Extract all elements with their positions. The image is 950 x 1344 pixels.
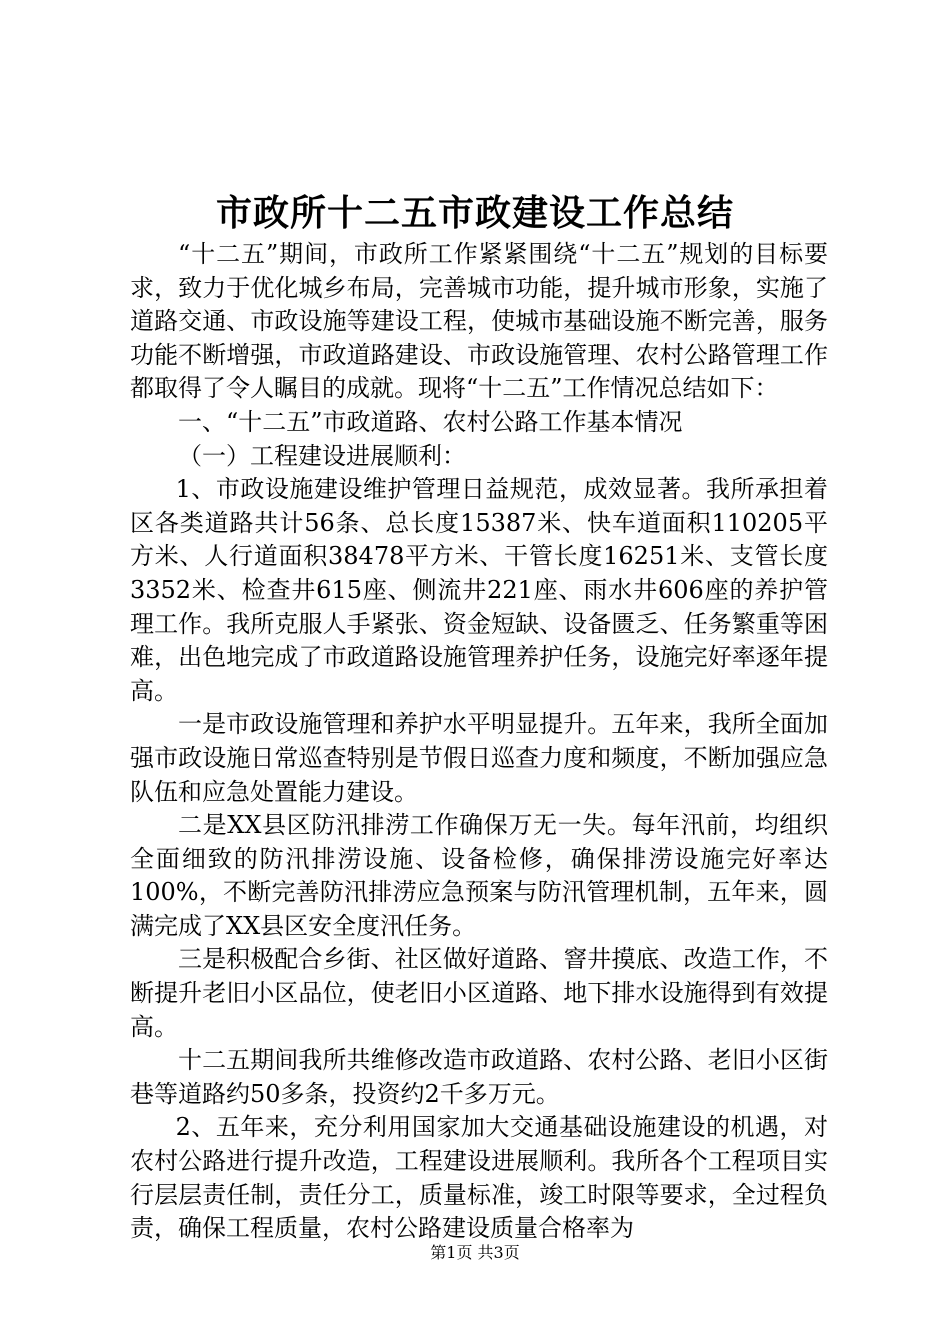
paragraph-point-1: 一是市政设施管理和养护水平明显提升。五年来，我所全面加强市政设施日常巡查特别是节假日巡查力度和频度，不断加强应急队伍和应急处置能力建设。: [130, 710, 828, 806]
page-footer: 第1页 共3页: [430, 1243, 520, 1262]
document-body: [130, 238, 828, 1246]
paragraph-item-2: 2、五年来，充分利用国家加大交通基础设施建设的机遇，对农村公路进行提升改造，工程建设进展顺利。我所各个工程项目实行层层责任制，责任分工，质量标准，竣工时限等要求，全过程负责，确保工程质量，农村公路建设质量合格率为: [130, 1113, 828, 1243]
document-title: 市政所十二五市政建设工作总结: [215, 192, 734, 234]
paragraph-summary: 十二五期间我所共维修改造市政道路、农村公路、老旧小区街巷等道路约50多条，投资约2千多万元。: [130, 1046, 828, 1108]
paragraph-point-3: 三是积极配合乡街、社区做好道路、窨井摸底、改造工作，不断提升老旧小区品位，使老旧小区道路、地下排水设施得到有效提高。: [130, 945, 828, 1041]
section-heading-1: 一、“十二五”市政道路、农村公路工作基本情况: [178, 407, 683, 436]
paragraph-intro: “十二五”期间，市政所工作紧紧围绕“十二五”规划的目标要求，致力于优化城乡布局，完善城市功能，提升城市形象，实施了道路交通、市政设施等建设工程，使城市基础设施不断完善，服务功能不断增强，市政道路建设、市政设施管理、农村公路管理工作都取得了令人瞩目的成就。现将“十二五”工作情况总结如下：: [130, 240, 828, 403]
subsection-heading-1: （一）工程建设进展顺利：: [178, 441, 466, 470]
paragraph-point-2: 二是XX县区防汛排涝工作确保万无一失。每年汛前，均组织全面细致的防汛排涝设施、设备检修，确保排涝设施完好率达100%，不断完善防汛排涝应急预案与防汛管理机制，五年来，圆满完成了XX县区安全度汛任务。: [130, 811, 828, 940]
paragraph-item-1: 1、市政设施建设维护管理日益规范，成效显著。我所承担着区各类道路共计56条、总长度15387米、快车道面积110205平方米、人行道面积38478平方米、干管长度16251米、支管长度3352米、检查井615座、侧流井221座、雨水井606座的养护管理工作。我所克服人手紧张、资金短缺、设备匮乏、任务繁重等困难，出色地完成了市政道路设施管理养护任务，设施完好率逐年提高。: [130, 475, 828, 705]
